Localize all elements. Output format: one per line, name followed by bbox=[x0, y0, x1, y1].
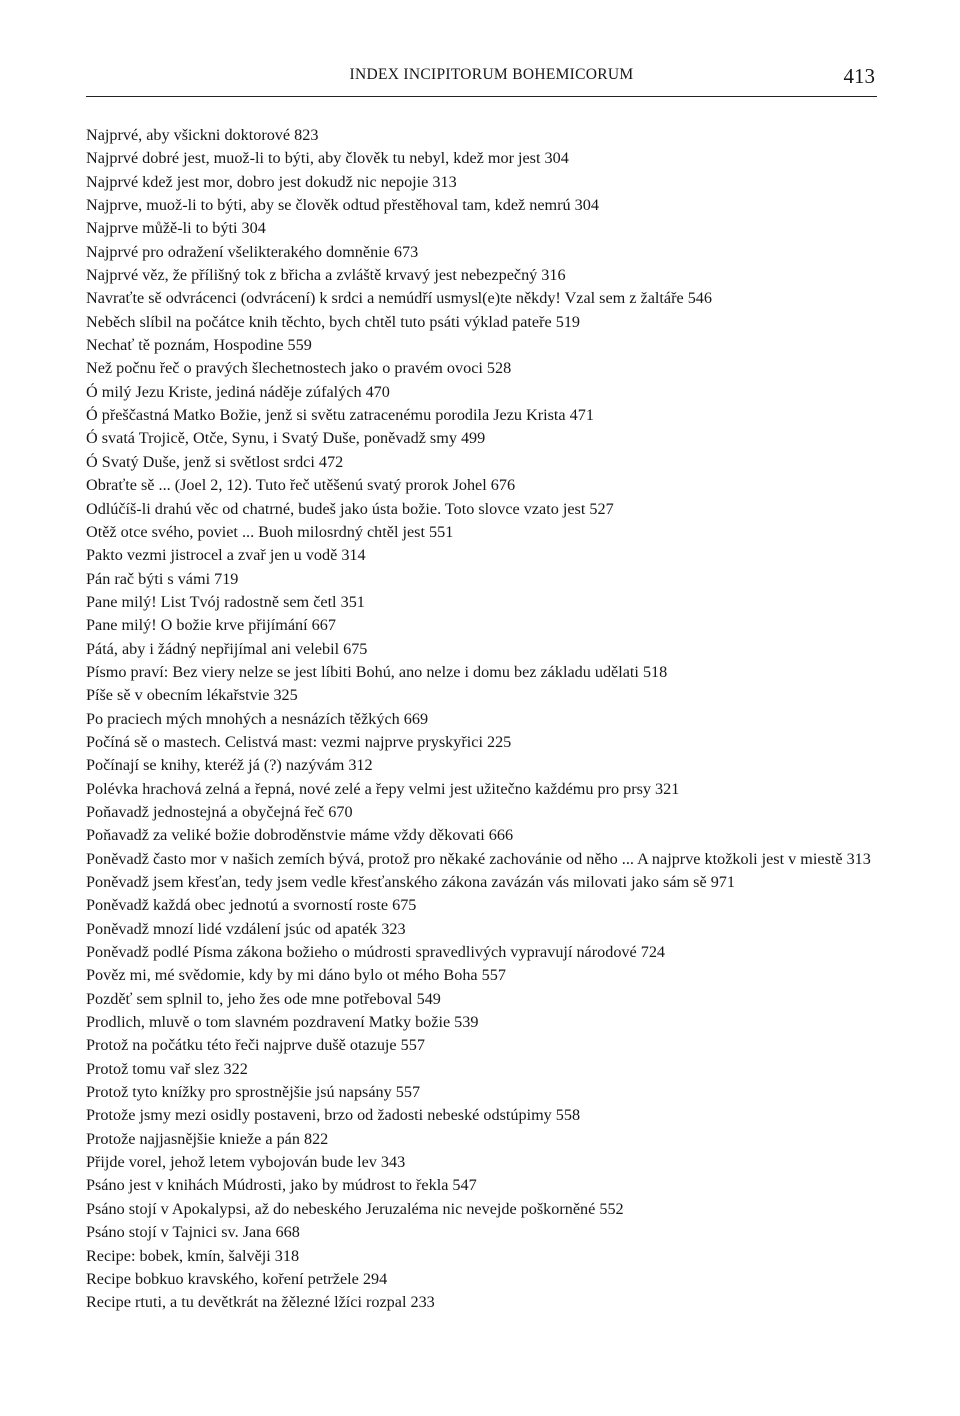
index-entry: Najprve můžě-li to býti 304 bbox=[86, 219, 266, 238]
index-entry: Poňavadž jednostejná a obyčejná řeč 670 bbox=[86, 802, 353, 821]
index-entry: Po praciech mých mnohých a nesnázích těžkých 669 bbox=[86, 709, 429, 728]
index-entry: Recipe bobkuo kravského, koření petržele 294 bbox=[86, 1269, 388, 1288]
index-entry: Poněvadž mnozí lidé vzdálení jsúc od apaték 323 bbox=[86, 919, 406, 938]
index-entry: Protož na počátku této řeči najprve dušě otazuje 557 bbox=[86, 1036, 425, 1055]
index-entry: Psáno jest v knihách Múdrosti, jako by múdrost to řekla 547 bbox=[86, 1176, 477, 1195]
index-entry: Psáno stojí v Apokalypsi, až do nebeského Jeruzaléma nic nevejde poškorněné 552 bbox=[86, 1199, 624, 1218]
index-entry: Prodlich, mluvě o tom slavném pozdravení Matky božie 539 bbox=[86, 1013, 479, 1032]
index-entry: Neběch slíbil na počátce knih těchto, bych chtěl tuto psáti výklad pateře 519 bbox=[86, 312, 581, 331]
index-entry: Otěž otce svého, poviet ... Buoh milosrdný chtěl jest 551 bbox=[86, 522, 454, 541]
header-rule bbox=[86, 96, 877, 97]
page-number: 413 bbox=[843, 64, 875, 88]
index-entry: Pátá, aby i žádný nepřijímal ani velebil 675 bbox=[86, 639, 368, 658]
index-entry: Ó Svatý Duše, jenž si světlost srdci 472 bbox=[86, 452, 344, 471]
index-entry: Pane milý! O božie krve přijímání 667 bbox=[86, 616, 336, 635]
index-entry: Poněvadž často mor v našich zemích bývá, protož pro někaké zachovánie od něho ... A najprve ktožkoli jest v miestě 313 bbox=[86, 849, 871, 868]
index-entry: Najprvé dobré jest, muož-li to býti, aby člověk tu nebyl, kdež mor jest 304 bbox=[86, 149, 569, 168]
index-entry: Nechať tě poznám, Hospodine 559 bbox=[86, 336, 312, 355]
running-head bbox=[86, 64, 877, 94]
index-entry: Pověz mi, mé svědomie, kdy by mi dáno bylo ot mého Boha 557 bbox=[86, 966, 506, 985]
running-title: INDEX INCIPITORUM BOHEMICORUM bbox=[349, 66, 634, 83]
index-entry: Písmo praví: Bez viery nelze se jest líbiti Bohú, ano nelze i domu bez základu udělati 518 bbox=[86, 662, 668, 681]
index-entry: Ó přeščastná Matko Božie, jenž si světu zatracenému porodila Jezu Krista 471 bbox=[86, 406, 594, 425]
index-entry: Ó svatá Trojicě, Otče, Synu, i Svatý Duše, poněvadž smy 499 bbox=[86, 429, 486, 448]
index-entry: Obraťte sě ... (Joel 2, 12). Tuto řeč utěšenú svatý prorok Johel 676 bbox=[86, 476, 516, 495]
index-entry: Najprvé kdež jest mor, dobro jest dokudž nic nepojie 313 bbox=[86, 172, 457, 191]
index-entry: Počínají se knihy, kteréž já (?) nazývám 312 bbox=[86, 756, 373, 775]
index-entry: Protože najjasnějšie knieže a pán 822 bbox=[86, 1129, 329, 1148]
index-entry: Psáno stojí v Tajnici sv. Jana 668 bbox=[86, 1223, 300, 1242]
index-entry: Navraťte sě odvrácenci (odvrácení) k srdci a nemúdří usmysl(e)te někdy! Vzal sem z žaltáře 546 bbox=[86, 289, 712, 308]
index-entry: Poněvadž podlé Písma zákona božieho o múdrosti spravedlivých vypravují národové 724 bbox=[86, 943, 666, 962]
index-entry: Přijde vorel, jehož letem vybojován bude lev 343 bbox=[86, 1153, 406, 1172]
index-entry: Než počnu řeč o pravých šlechetnostech jako o pravém ovoci 528 bbox=[86, 359, 512, 378]
index-entry: Polévka hrachová zelná a řepná, nové zelé a řepy velmi jest užitečno každému pro prsy 321 bbox=[86, 779, 680, 798]
index-entry: Poňavadž za veliké božie dobroděnstvie máme vždy děkovati 666 bbox=[86, 826, 514, 845]
index-entry: Protož tomu vař slez 322 bbox=[86, 1059, 248, 1078]
index-entry: Ó milý Jezu Kriste, jediná náděje zúfalých 470 bbox=[86, 382, 390, 401]
index-entry: Pakto vezmi jistrocel a zvař jen u vodě 314 bbox=[86, 546, 366, 565]
index-entry: Poněvadž jsem křesťan, tedy jsem vedle křesťanského zákona zavázán vás milovati jako sám sě 971 bbox=[86, 873, 735, 891]
index-entry: Počíná sě o mastech. Celistvá mast: vezmi najprve pryskyřici 225 bbox=[86, 732, 512, 751]
index-entry: Pane milý! List Tvój radostně sem četl 351 bbox=[86, 592, 365, 611]
index-entry: Protož tyto knížky pro sprostnějšie jsú napsány 557 bbox=[86, 1083, 421, 1102]
index-entry: Protože jsmy mezi osidly postaveni, brzo od žadosti nebeské odstúpimy 558 bbox=[86, 1106, 581, 1125]
index-entry: Poněvadž každá obec jednotú a svorností roste 675 bbox=[86, 896, 417, 915]
index-entry: Najprvé pro odražení všelikterakého domněnie 673 bbox=[86, 242, 419, 261]
index-entry: Pozděť sem splnil to, jeho žes ode mne potřeboval 549 bbox=[86, 989, 441, 1008]
index-entry: Pán rač býti s vámi 719 bbox=[86, 569, 239, 588]
index-entry-list bbox=[86, 124, 886, 1315]
index-entry: Píše sě v obecním lékařstvie 325 bbox=[86, 686, 298, 705]
index-entry: Najprvé věz, že přílišný tok z břicha a zvláště krvavý jest nebezpečný 316 bbox=[86, 266, 566, 285]
index-entry: Recipe: bobek, kmín, šalvěji 318 bbox=[86, 1246, 300, 1265]
index-entry: Najprvé, aby všickni doktorové 823 bbox=[86, 126, 319, 144]
index-entry: Najprve, muož-li to býti, aby se člověk odtud přestěhoval tam, kdež nemrú 304 bbox=[86, 196, 599, 215]
index-entry: Odlúčíš-li drahú věc od chatrné, budeš jako ústa božie. Toto slovce vzato jest 527 bbox=[86, 499, 614, 518]
index-entry: Recipe rtuti, a tu devětkrát na žělezné lžíci rozpal 233 bbox=[86, 1293, 435, 1312]
